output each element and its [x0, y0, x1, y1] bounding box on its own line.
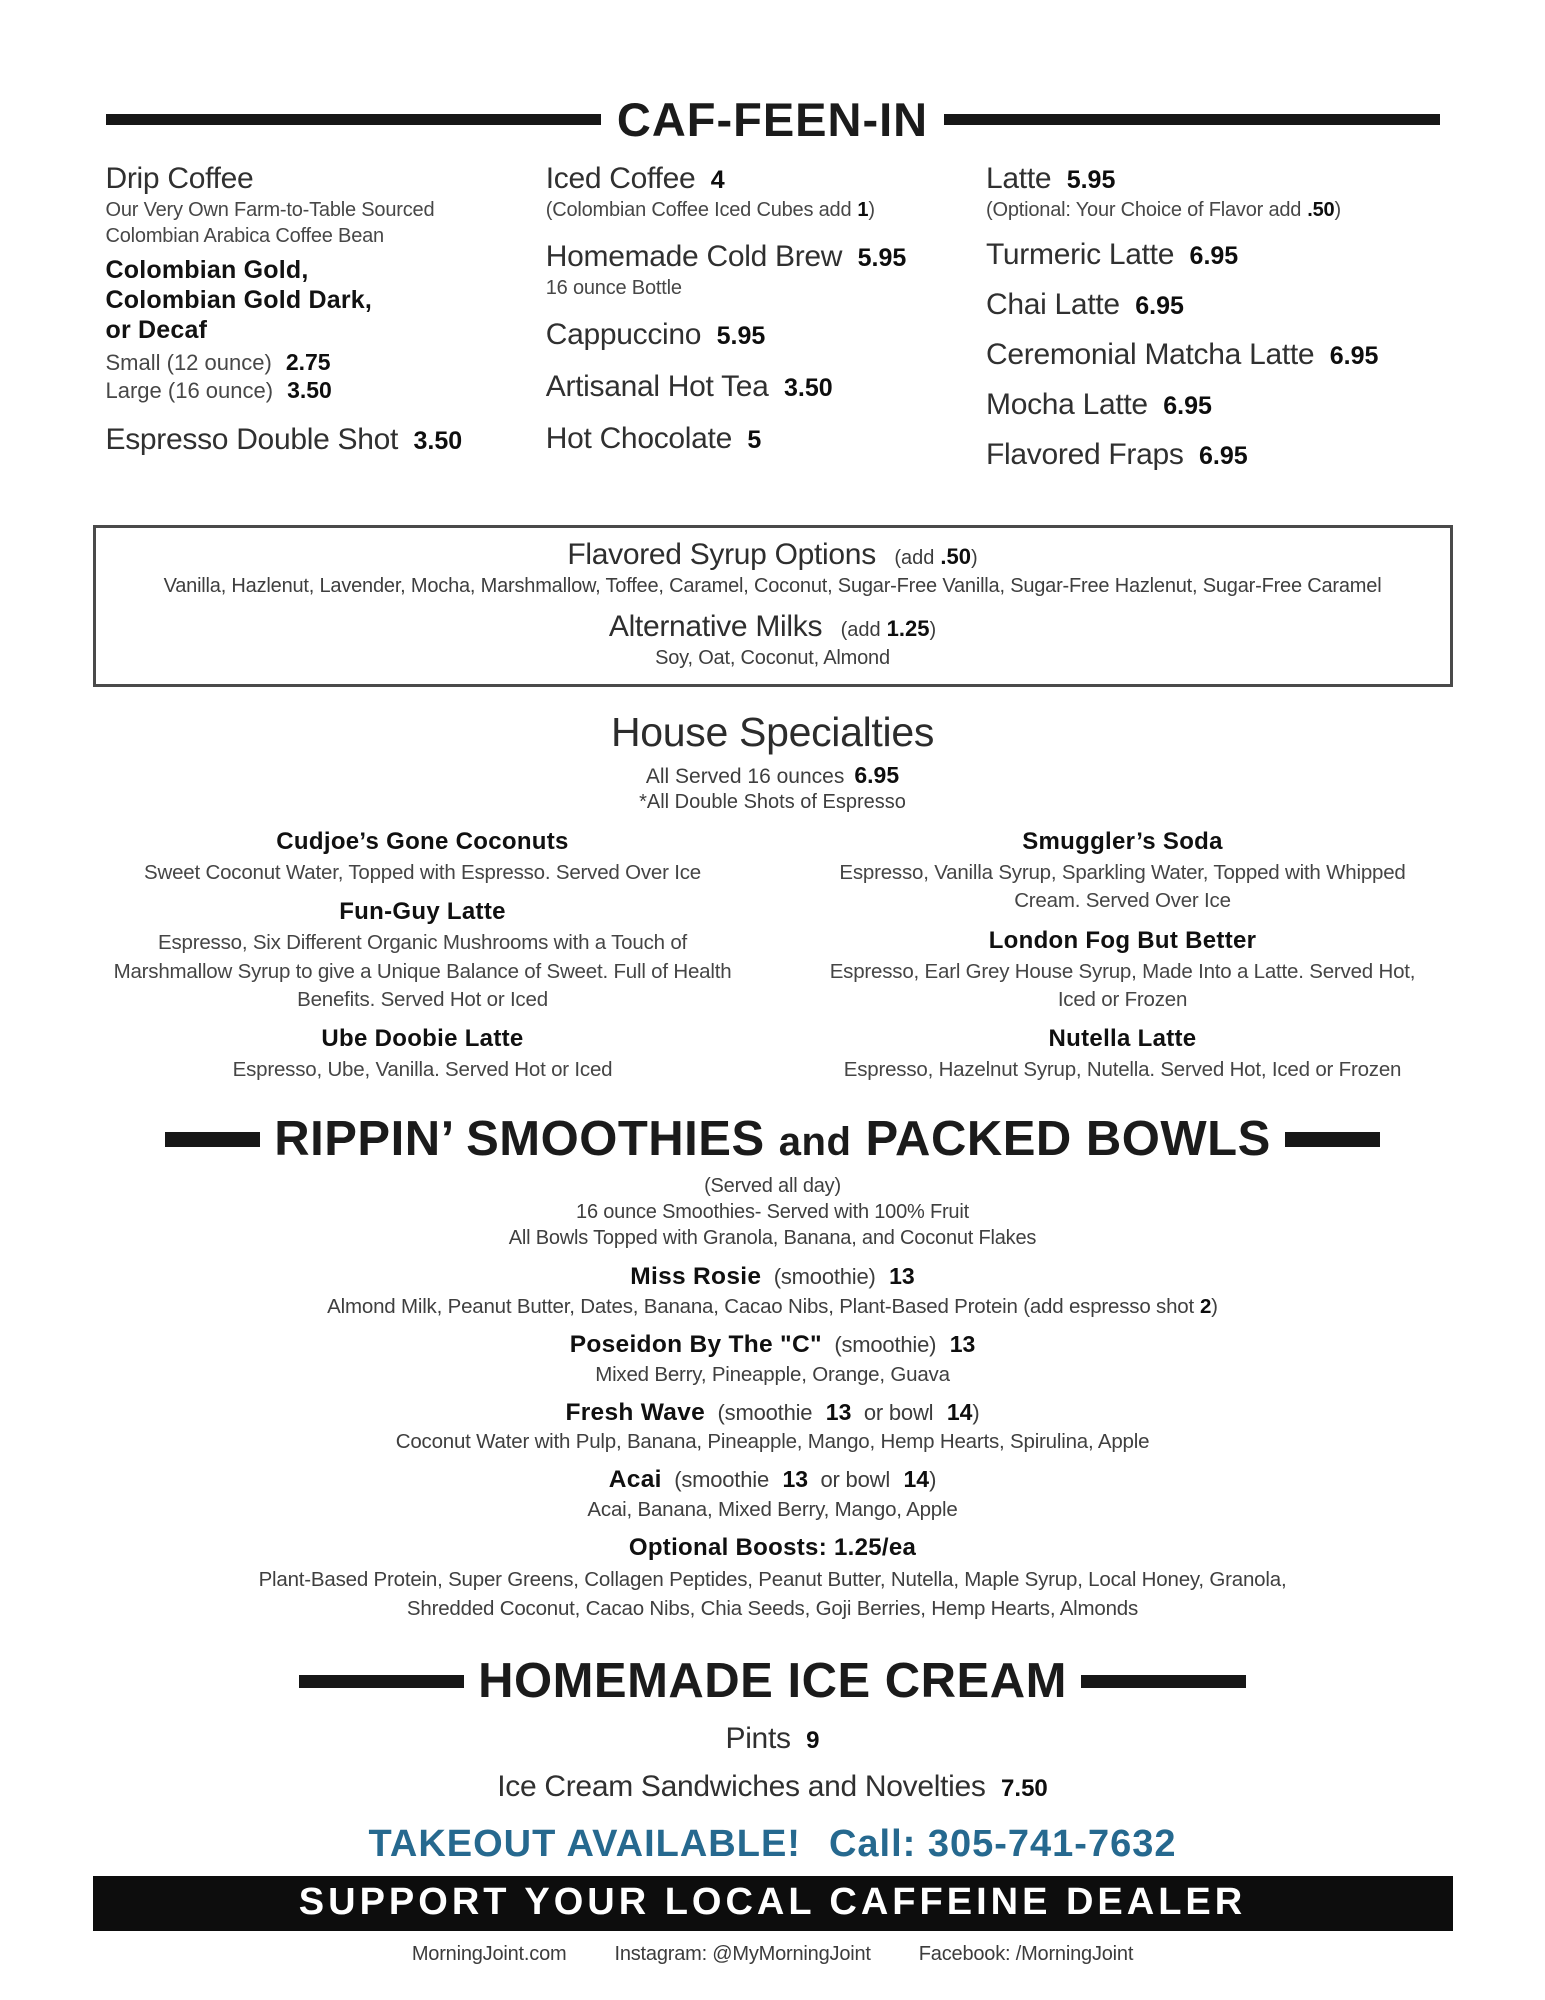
syrup-options-box — [93, 525, 1453, 687]
served-label: All Served 16 ounces — [645, 765, 845, 788]
header-rule-left — [106, 114, 601, 125]
item-name: Ceremonial Matcha Latte — [986, 338, 1315, 371]
smoothie-item-miss-rosie — [93, 1262, 1453, 1293]
drip-sizes — [106, 349, 546, 404]
size-label: Large (16 ounce) — [105, 377, 274, 403]
icecream-novelties-line — [93, 1769, 1453, 1805]
item-name: Espresso Double Shot — [105, 423, 399, 457]
specialty-name: Smuggler’s Soda — [1022, 828, 1223, 855]
item-price: 6.95 — [1163, 392, 1212, 420]
takeout-phone: Call: 305-741-7632 — [828, 1823, 1177, 1866]
smoothies-section-header — [93, 1111, 1453, 1167]
variety-line: Colombian Gold Dark, — [105, 286, 373, 314]
specialty-desc: Espresso, Ube, Vanilla. Served Hot or Iced — [232, 1058, 613, 1082]
menu-item-flavored-fraps — [986, 437, 1439, 473]
iced-coffee-note — [546, 197, 986, 223]
size-label: Small (12 ounce) — [105, 350, 272, 375]
desc-text: Almond Milk, Peanut Butter, Dates, Banana, Cacao Nibs, Plant-Based Protein (add espresso shot — [327, 1295, 1194, 1319]
item-price: 3.50 — [784, 374, 833, 402]
note-close: ) — [868, 199, 875, 221]
smoothie-tag-open: (smoothie — [674, 1467, 769, 1493]
note-text: (Optional: Your Choice of Flavor add — [986, 199, 1302, 221]
note-price: 1 — [857, 199, 869, 221]
specialty-item — [793, 927, 1453, 1015]
specialty-name: Cudjoe’s Gone Coconuts — [276, 828, 569, 855]
item-price: 5.95 — [857, 244, 907, 272]
item-name: Homemade Cold Brew — [545, 240, 843, 273]
smoothie-tag-mid: or bowl — [820, 1467, 891, 1493]
smoothie-tag: (smoothie) — [834, 1332, 937, 1358]
novelties-label: Ice Cream Sandwiches and Novelties — [497, 1770, 986, 1804]
item-price: 5 — [747, 426, 762, 454]
smoothie-name: Acai — [608, 1466, 662, 1494]
item-name: Hot Chocolate — [545, 422, 732, 455]
house-specialties-title: House Specialties — [610, 709, 935, 755]
takeout-line — [93, 1823, 1453, 1866]
item-name: Iced Coffee — [545, 162, 696, 195]
specialty-item — [93, 898, 753, 1014]
note-text: (Colombian Coffee Iced Cubes add — [545, 199, 852, 221]
drip-desc-line2: Colombian Arabica Coffee Bean — [105, 225, 384, 247]
smoothies-title — [274, 1111, 1271, 1167]
specialty-name: London Fog But Better — [988, 926, 1257, 954]
smoothies-rule-left — [165, 1132, 260, 1147]
menu-item-matcha-latte — [986, 337, 1439, 373]
menu-item-cold-brew — [546, 239, 986, 275]
item-price: 6.95 — [1329, 342, 1379, 370]
size-price: 2.75 — [285, 349, 331, 375]
specialty-item — [93, 1025, 753, 1084]
variety-line: Colombian Gold, — [105, 256, 309, 284]
item-name: Drip Coffee — [105, 162, 254, 195]
item-price: 6.95 — [1199, 442, 1248, 470]
coffee-columns — [93, 161, 1453, 473]
specialty-desc: Espresso, Hazelnut Syrup, Nutella. Served Hot, Iced or Frozen — [843, 1058, 1402, 1082]
specialty-name: Ube Doobie Latte — [321, 1025, 524, 1053]
icecream-section-header — [93, 1653, 1453, 1709]
takeout-headline: TAKEOUT AVAILABLE! — [368, 1823, 801, 1866]
syrup-add-label: (add — [894, 547, 935, 569]
smoothies-note2: 16 ounce Smoothies- Served with 100% Fruit — [576, 1201, 969, 1224]
item-price: 4 — [710, 166, 725, 194]
menu-item-cappuccino — [546, 317, 986, 353]
bowl-price: 14 — [946, 1398, 973, 1425]
drip-desc-line1: Our Very Own Farm-to-Table Sourced — [105, 199, 435, 221]
item-name: Artisanal Hot Tea — [545, 370, 769, 403]
menu-content — [93, 0, 1453, 1966]
specialty-item — [93, 828, 753, 887]
smoothie-desc-acai: Acai, Banana, Mixed Berry, Mango, Apple — [587, 1497, 958, 1521]
syrup-add-close: ) — [970, 547, 978, 569]
item-price: 5.95 — [716, 322, 766, 350]
coffee-column-2 — [546, 161, 986, 473]
alt-milks-title-line — [114, 610, 1432, 644]
page-title: CAF-FEEN-IN — [616, 93, 929, 146]
item-name: Turmeric Latte — [986, 238, 1175, 271]
menu-item-latte — [986, 161, 1439, 197]
specialty-item — [793, 828, 1453, 916]
specialty-name: Fun-Guy Latte — [339, 898, 506, 926]
smoothie-tag: (smoothie) — [773, 1264, 876, 1290]
smoothie-name: Miss Rosie — [630, 1263, 762, 1291]
house-specialties-section — [93, 709, 1453, 1095]
smoothie-item-poseidon — [93, 1330, 1453, 1361]
house-espresso-note: *All Double Shots of Espresso — [639, 791, 906, 813]
served-price: 6.95 — [854, 762, 900, 788]
smoothie-name: Fresh Wave — [565, 1398, 706, 1426]
smoothie-price: 13 — [889, 1263, 915, 1290]
syrup-title: Flavored Syrup Options — [567, 538, 876, 571]
syrup-box-title-line — [114, 538, 1432, 572]
smoothie-tag-close: ) — [929, 1467, 937, 1493]
item-name: Latte — [986, 162, 1052, 195]
smoothie-price: 13 — [782, 1466, 809, 1493]
header-rule-right — [944, 114, 1439, 125]
menu-item-chai-latte — [986, 287, 1439, 323]
icecream-rule-left — [299, 1675, 464, 1688]
desc-price: 2 — [1199, 1295, 1212, 1319]
item-price: 6.95 — [1135, 292, 1184, 320]
icecream-rule-right — [1081, 1675, 1246, 1688]
footer-facebook: Facebook: /MorningJoint — [918, 1943, 1134, 1966]
menu-item-hot-chocolate — [546, 421, 986, 457]
house-served-line — [93, 762, 1453, 789]
icecream-title: HOMEMADE ICE CREAM — [478, 1654, 1067, 1709]
alt-milks-title: Alternative Milks — [608, 610, 823, 643]
support-banner: SUPPORT YOUR LOCAL CAFFEINE DEALER — [93, 1876, 1453, 1931]
novelties-price: 7.50 — [1001, 1775, 1048, 1803]
smoothie-item-fresh-wave — [93, 1398, 1453, 1429]
specialties-grid — [93, 828, 1453, 1095]
boosts-label: Optional Boosts: — [628, 1533, 827, 1561]
smoothie-tag-open: (smoothie — [717, 1399, 813, 1425]
note-close: ) — [1334, 199, 1341, 221]
coffee-section-header — [93, 92, 1453, 147]
cold-brew-note: 16 ounce Bottle — [545, 277, 682, 299]
optional-boosts-line — [93, 1534, 1453, 1562]
item-name: Flavored Fraps — [986, 438, 1184, 471]
coffee-column-3 — [986, 161, 1439, 473]
smoothies-note3: All Bowls Topped with Granola, Banana, and Coconut Flakes — [508, 1227, 1037, 1250]
specialty-name: Nutella Latte — [1048, 1025, 1197, 1053]
item-price: 5.95 — [1066, 166, 1116, 194]
menu-item-hot-tea — [546, 369, 986, 405]
specialty-desc: Espresso, Earl Grey House Syrup, Made Into a Latte. Served Hot, Iced or Frozen — [829, 959, 1416, 1011]
menu-item-iced-coffee — [546, 161, 986, 197]
smoothies-title-part2: PACKED BOWLS — [865, 1112, 1271, 1167]
item-name: Chai Latte — [986, 288, 1120, 321]
specialties-left-column — [93, 828, 753, 1095]
size-small — [106, 349, 546, 377]
drip-varieties — [106, 255, 546, 345]
smoothie-price: 13 — [825, 1398, 852, 1425]
menu-item-mocha-latte — [986, 387, 1439, 423]
bowl-price: 14 — [903, 1466, 930, 1493]
smoothies-rule-right — [1285, 1132, 1380, 1147]
variety-line: or Decaf — [105, 316, 208, 344]
footer-website: MorningJoint.com — [411, 1943, 567, 1966]
pints-label: Pints — [725, 1722, 791, 1756]
footer-instagram: Instagram: @MyMorningJoint — [614, 1943, 871, 1966]
coffee-column-1 — [106, 161, 546, 473]
size-large — [106, 377, 546, 405]
specialty-desc: Sweet Coconut Water, Topped with Espresso. Served Over Ice — [144, 861, 701, 884]
boosts-list: Plant-Based Protein, Super Greens, Collagen Peptides, Peanut Butter, Nutella, Maple Syrup, Local Honey, Granola, Shredded Coconut, Cacao Nibs, Chia Seeds, Goji Berries, Hemp Hearts, Almonds — [258, 1567, 1287, 1620]
smoothie-name: Poseidon By The "C" — [569, 1331, 822, 1359]
specialty-item — [793, 1025, 1453, 1084]
item-name: Mocha Latte — [986, 388, 1148, 421]
smoothies-title-part1: RIPPIN’ SMOOTHIES — [274, 1112, 765, 1167]
smoothie-desc-poseidon: Mixed Berry, Pineapple, Orange, Guava — [595, 1362, 950, 1386]
syrup-flavor-list: Vanilla, Hazlenut, Lavender, Mocha, Marshmallow, Toffee, Caramel, Coconut, Sugar-Free Vanilla, Sugar-Free Hazlenut, Sugar-Free Caramel — [163, 575, 1382, 597]
smoothie-desc-fresh-wave: Coconut Water with Pulp, Banana, Pineapple, Mango, Hemp Hearts, Spirulina, Apple — [395, 1430, 1150, 1454]
menu-item-drip-coffee — [106, 161, 546, 197]
alt-milks-add-close: ) — [929, 619, 937, 641]
latte-note — [986, 197, 1439, 223]
boosts-price: 1.25/ea — [833, 1533, 917, 1561]
note-price: .50 — [1307, 199, 1335, 221]
smoothie-tag-mid: or bowl — [863, 1399, 934, 1425]
pints-price: 9 — [806, 1727, 820, 1755]
item-price: 6.95 — [1189, 242, 1239, 270]
alt-milks-list: Soy, Oat, Coconut, Almond — [655, 647, 890, 669]
desc-close: ) — [1211, 1295, 1218, 1319]
footer-links — [93, 1943, 1453, 1966]
menu-item-espresso-double-shot — [106, 422, 546, 458]
smoothies-title-and: and — [778, 1120, 852, 1165]
alt-milks-add-label: (add — [840, 619, 881, 641]
syrup-add-price: .50 — [940, 544, 971, 569]
alt-milks-add-price: 1.25 — [886, 616, 930, 641]
size-price: 3.50 — [287, 376, 332, 403]
specialty-desc: Espresso, Vanilla Syrup, Sparkling Water, Topped with Whipped Cream. Served Over Ice — [839, 861, 1406, 913]
smoothie-price: 13 — [949, 1331, 976, 1358]
smoothie-item-acai — [93, 1465, 1453, 1496]
smoothies-notes — [93, 1173, 1453, 1251]
icecream-pints-line — [93, 1721, 1453, 1757]
smoothie-tag-close: ) — [972, 1399, 980, 1425]
item-name: Cappuccino — [545, 318, 702, 351]
item-price: 3.50 — [413, 427, 463, 456]
menu-item-turmeric-latte — [986, 237, 1439, 273]
specialties-right-column — [793, 828, 1453, 1095]
smoothie-desc-miss-rosie — [93, 1295, 1453, 1319]
specialty-desc: Espresso, Six Different Organic Mushrooms with a Touch of Marshmallow Syrup to give a Unique Balance of Sweet. Full of Health Benefits. Served Hot or Iced — [113, 931, 732, 1011]
smoothies-note1: (Served all day) — [704, 1175, 841, 1198]
